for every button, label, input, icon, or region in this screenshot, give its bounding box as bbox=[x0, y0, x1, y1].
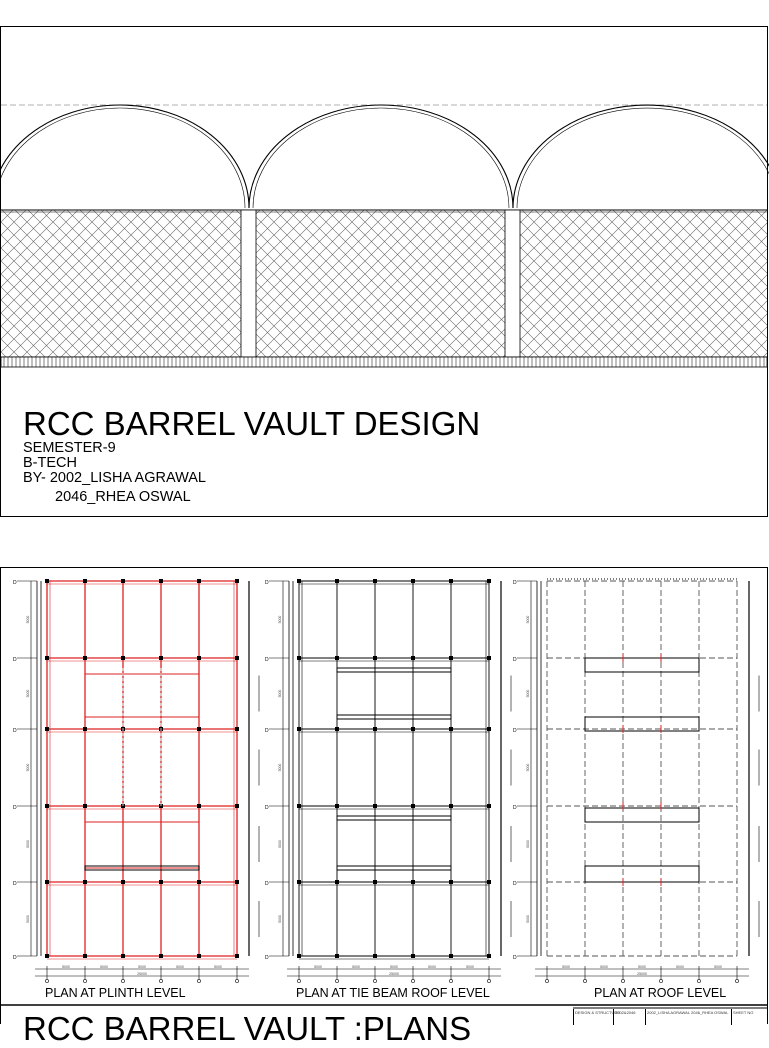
column-node bbox=[121, 656, 125, 660]
column-node bbox=[45, 727, 49, 731]
tie-beam bbox=[337, 866, 451, 870]
grid-marker: D bbox=[13, 805, 17, 811]
dimension-label: 5000 bbox=[526, 615, 530, 624]
column-node bbox=[297, 880, 301, 884]
dimension-label: 5000 bbox=[676, 965, 684, 969]
column-node bbox=[197, 579, 201, 583]
dimension-label: 5000 bbox=[600, 965, 608, 969]
dimension-label: 5000 bbox=[526, 915, 530, 923]
column-node bbox=[449, 579, 453, 583]
column-node bbox=[373, 579, 377, 583]
dimension-label: 5000 bbox=[278, 840, 282, 848]
grid-bubble bbox=[297, 979, 300, 982]
dimension-label: 5000 bbox=[526, 840, 530, 848]
column-node bbox=[197, 656, 201, 660]
dimension-label: 25000 bbox=[137, 972, 147, 976]
column-node bbox=[121, 954, 125, 958]
plan-roof-bottom-dimensions bbox=[535, 965, 749, 983]
grid-marker: D bbox=[265, 728, 269, 734]
column-node bbox=[159, 880, 163, 884]
grid-bubble bbox=[45, 979, 48, 982]
grid-bubble bbox=[697, 979, 700, 982]
plans-title: RCC BARREL VAULT :PLANS bbox=[23, 1010, 472, 1047]
grid-marker: D bbox=[265, 881, 269, 887]
column-node bbox=[83, 727, 87, 731]
column-node bbox=[121, 579, 125, 583]
tie-beam bbox=[337, 816, 451, 820]
column-node bbox=[335, 880, 339, 884]
column-node bbox=[373, 727, 377, 731]
grid-bubble bbox=[197, 979, 200, 982]
roof-beam-box bbox=[585, 866, 699, 882]
grid-bubble bbox=[335, 979, 338, 982]
column-node bbox=[487, 880, 491, 884]
grid-bubble bbox=[487, 979, 490, 982]
hatched-wall bbox=[1, 210, 767, 357]
grid-bubble bbox=[659, 979, 662, 982]
column-node bbox=[83, 954, 87, 958]
column-node bbox=[487, 727, 491, 731]
roof-beam-box bbox=[585, 658, 699, 672]
grid-bubble bbox=[621, 979, 624, 982]
grid-marker: D bbox=[265, 657, 269, 663]
vault-arch-inner-1 bbox=[0, 108, 245, 208]
author-text-1: BY- 2002_LISHA AGRAWAL bbox=[23, 470, 206, 486]
dimension-label: 25000 bbox=[637, 972, 647, 976]
column-node bbox=[83, 804, 87, 808]
grid-marker: D bbox=[13, 657, 17, 663]
roof-beam-box bbox=[585, 808, 699, 822]
dimension-label: 5000 bbox=[26, 689, 30, 698]
column-node bbox=[159, 579, 163, 583]
plan-roof-vertical-dimensions bbox=[526, 581, 531, 956]
column-node bbox=[411, 727, 415, 731]
column-node bbox=[449, 656, 453, 660]
grid-marker: D bbox=[513, 955, 517, 961]
plan-plinth-bottom-dimensions bbox=[35, 965, 249, 983]
column-node bbox=[197, 880, 201, 884]
grid-marker: D bbox=[13, 580, 17, 586]
dimension-label: 5000 bbox=[26, 763, 30, 772]
dimension-label: 5000 bbox=[562, 965, 570, 969]
plan-label-plinth: PLAN AT PLINTH LEVEL bbox=[45, 986, 186, 1000]
column-node bbox=[297, 727, 301, 731]
column-1 bbox=[241, 210, 256, 357]
dimension-label: 5000 bbox=[26, 615, 30, 624]
column-node bbox=[83, 656, 87, 660]
column-node bbox=[83, 880, 87, 884]
column-node bbox=[159, 954, 163, 958]
grid-marker: D bbox=[13, 955, 17, 961]
grid-bubble bbox=[411, 979, 414, 982]
dimension-label: 5000 bbox=[390, 965, 398, 969]
grid-marker: D bbox=[513, 580, 517, 586]
column-node bbox=[235, 804, 239, 808]
column-node bbox=[297, 656, 301, 660]
column-node bbox=[373, 880, 377, 884]
column-node bbox=[487, 804, 491, 808]
vault-arch-inner-3 bbox=[517, 108, 769, 208]
title-block-cell-3: 2002_LISHA AGRAWAL 2046_RHEA OSWAL bbox=[645, 1009, 731, 1025]
column-node bbox=[159, 656, 163, 660]
column-node bbox=[235, 579, 239, 583]
plan-plinth-vertical-dimensions bbox=[26, 581, 31, 956]
plan-label-tie-beam: PLAN AT TIE BEAM ROOF LEVEL bbox=[296, 986, 490, 1000]
dimension-label: 5000 bbox=[428, 965, 436, 969]
dimension-label: 5000 bbox=[278, 915, 282, 923]
grid-bubble bbox=[735, 979, 738, 982]
column-node bbox=[449, 804, 453, 808]
plan-label-roof: PLAN AT ROOF LEVEL bbox=[594, 986, 727, 1000]
dimension-label: 5000 bbox=[526, 689, 530, 698]
vault-arch-inner-2 bbox=[253, 108, 509, 208]
column-node bbox=[235, 880, 239, 884]
column-node bbox=[335, 656, 339, 660]
degree-text: B-TECH bbox=[23, 455, 77, 471]
vault-arch-1 bbox=[0, 105, 249, 208]
column-node bbox=[487, 954, 491, 958]
column-node bbox=[411, 804, 415, 808]
grid-bubble bbox=[121, 979, 124, 982]
column-node bbox=[297, 954, 301, 958]
column-node bbox=[335, 579, 339, 583]
column-node bbox=[335, 804, 339, 808]
column-node bbox=[197, 804, 201, 808]
grid-marker: D bbox=[513, 728, 517, 734]
column-node bbox=[235, 727, 239, 731]
drawing-title: RCC BARREL VAULT DESIGN bbox=[23, 405, 481, 442]
dimension-label: 5000 bbox=[62, 965, 70, 969]
dimension-label: 25000 bbox=[389, 972, 399, 976]
column-node bbox=[45, 880, 49, 884]
column-node bbox=[297, 579, 301, 583]
column-node bbox=[335, 727, 339, 731]
column-node bbox=[411, 579, 415, 583]
grid-marker: D bbox=[13, 881, 17, 887]
dimension-label: 5000 bbox=[278, 615, 282, 624]
column-node bbox=[487, 656, 491, 660]
dimension-label: 5000 bbox=[714, 965, 722, 969]
column-node bbox=[449, 727, 453, 731]
column-node bbox=[45, 656, 49, 660]
grid-bubble bbox=[449, 979, 452, 982]
title-block-cell-4: SHEET NO bbox=[731, 1009, 769, 1025]
plan-tiebeam-vertical-dimensions bbox=[278, 581, 283, 956]
column-node bbox=[373, 804, 377, 808]
elevation-sheet bbox=[0, 26, 768, 517]
vault-arch-2 bbox=[249, 105, 513, 208]
column-node bbox=[449, 880, 453, 884]
column-node bbox=[235, 954, 239, 958]
dimension-label: 5000 bbox=[100, 965, 108, 969]
column-node bbox=[83, 579, 87, 583]
dimension-label: 5000 bbox=[278, 689, 282, 698]
dimension-label: 5000 bbox=[638, 965, 646, 969]
plan-roof bbox=[513, 579, 759, 983]
grid-marker: D bbox=[513, 657, 517, 663]
column-node bbox=[197, 954, 201, 958]
column-node bbox=[297, 804, 301, 808]
plan-tiebeam-bottom-dimensions bbox=[287, 965, 501, 983]
tie-beam bbox=[337, 715, 451, 719]
plan-tiebeam bbox=[265, 579, 511, 983]
grid-marker: D bbox=[13, 728, 17, 734]
title-block-cell-1: DESIGN & STRUCTURE bbox=[573, 1009, 613, 1025]
column-node bbox=[121, 880, 125, 884]
dimension-label: 5000 bbox=[176, 965, 184, 969]
column-node bbox=[45, 579, 49, 583]
grid-marker: D bbox=[265, 580, 269, 586]
title-block-cell-2: 2002&2046 bbox=[613, 1009, 645, 1025]
column-2 bbox=[505, 210, 520, 357]
dimension-label: 5000 bbox=[526, 763, 530, 772]
column-node bbox=[45, 804, 49, 808]
column-node bbox=[373, 954, 377, 958]
grid-marker: D bbox=[513, 881, 517, 887]
grid-marker: D bbox=[265, 805, 269, 811]
vault-arch-3 bbox=[513, 105, 769, 208]
column-node bbox=[335, 954, 339, 958]
dimension-label: 5000 bbox=[314, 965, 322, 969]
dimension-label: 5000 bbox=[26, 915, 30, 923]
column-node bbox=[373, 656, 377, 660]
grid-bubble bbox=[373, 979, 376, 982]
column-node bbox=[45, 954, 49, 958]
dimension-label: 5000 bbox=[352, 965, 360, 969]
dimension-label: 5000 bbox=[138, 965, 146, 969]
grid-bubble bbox=[159, 979, 162, 982]
author-text-2: 2046_RHEA OSWAL bbox=[55, 489, 191, 505]
semester-text: SEMESTER-9 bbox=[23, 440, 116, 456]
column-node bbox=[449, 954, 453, 958]
dimension-label: 5000 bbox=[278, 763, 282, 772]
column-node bbox=[235, 656, 239, 660]
column-node bbox=[411, 656, 415, 660]
plans-drawing bbox=[1, 568, 767, 1025]
column-node bbox=[197, 727, 201, 731]
dimension-label: 5000 bbox=[214, 965, 222, 969]
grid-bubble bbox=[235, 979, 238, 982]
grid-marker: D bbox=[513, 805, 517, 811]
tie-beam bbox=[337, 668, 451, 672]
grid-marker: D bbox=[265, 955, 269, 961]
grid-bubble bbox=[83, 979, 86, 982]
grid-bubble bbox=[545, 979, 548, 982]
plan-plinth bbox=[13, 579, 259, 983]
grid-bubble bbox=[583, 979, 586, 982]
column-node bbox=[487, 579, 491, 583]
dimension-label: 5000 bbox=[26, 840, 30, 848]
column-node bbox=[411, 880, 415, 884]
plans-sheet bbox=[0, 567, 768, 1047]
column-node bbox=[411, 954, 415, 958]
dimension-label: 5000 bbox=[466, 965, 474, 969]
